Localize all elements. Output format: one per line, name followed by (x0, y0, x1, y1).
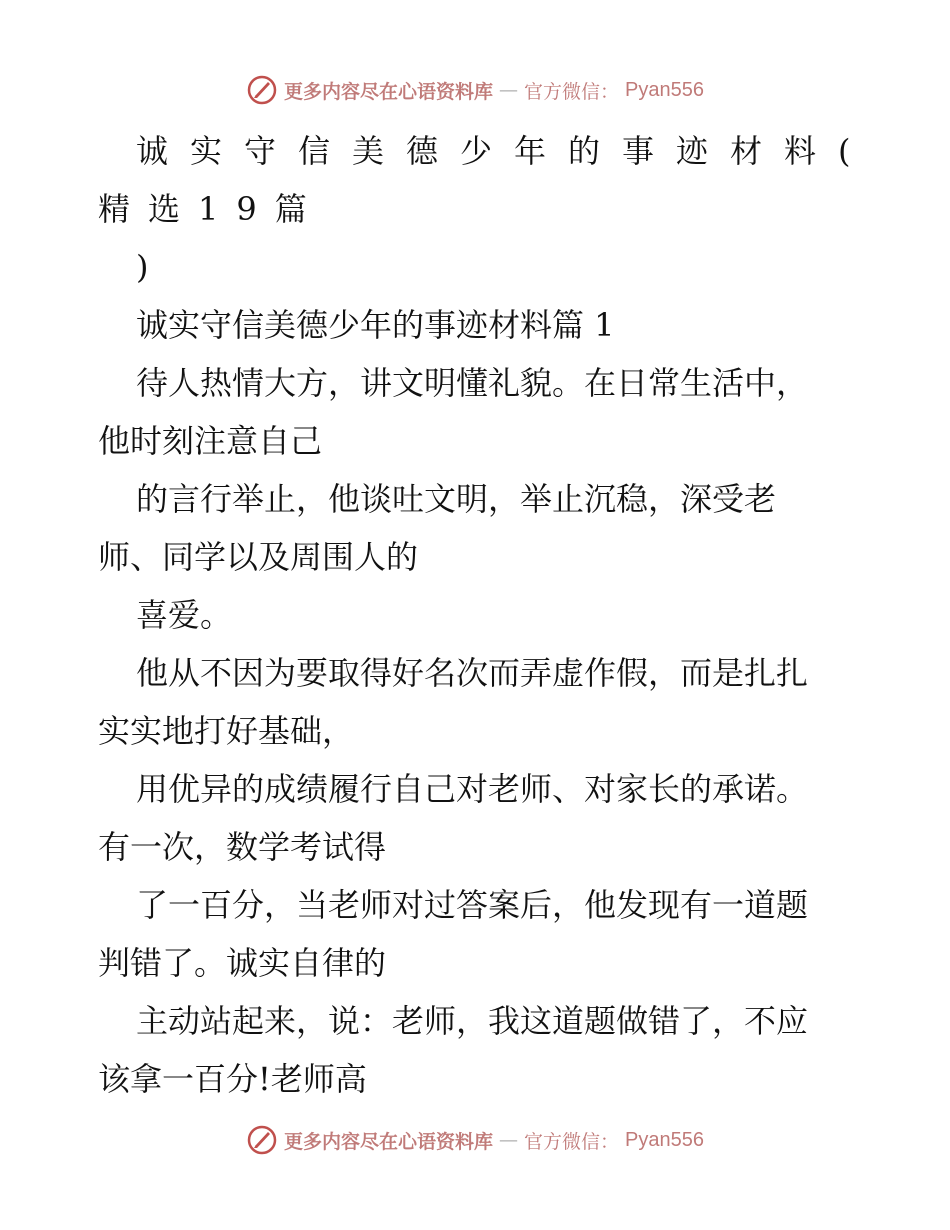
body-line: 实实地打好基础， (98, 712, 355, 750)
section-heading: 诚实守信美德少年的事迹材料篇 1 (136, 306, 615, 344)
body-line: 该拿一百分!老师高 (98, 1060, 367, 1098)
footer-banner (0, 1120, 950, 1160)
header-banner (0, 70, 950, 110)
body-line: 他从不因为要取得好名次而弄虚作假，而是扎扎 (136, 654, 809, 692)
banner-dash: — (499, 79, 519, 101)
body-line: 主动站起来，说：老师，我这道题做错了，不应 (136, 1002, 809, 1040)
body-line: 了一百分，当老师对过答案后，他发现有一道题 (136, 886, 809, 924)
body-line: 喜爱。 (136, 596, 233, 634)
banner-dash: — (499, 1129, 519, 1151)
wechat-label: 官方微信： (524, 1130, 620, 1153)
wechat-id: Pyan556 (625, 78, 704, 101)
body-line: 他时刻注意自己 (98, 422, 323, 460)
body-line: 有一次，数学考试得 (98, 828, 387, 866)
quill-pen-logo-icon (246, 74, 278, 106)
quill-pen-logo-icon (246, 1124, 278, 1156)
banner-title: 更多内容尽在心语资料库 (284, 1130, 494, 1153)
body-line: 判错了。诚实自律的 (98, 944, 387, 982)
doc-title-line-1: 诚实守信美德少年的事迹材料( (136, 132, 873, 170)
document-body (98, 122, 873, 1108)
wechat-id: Pyan556 (625, 1128, 704, 1151)
body-line: 师、同学以及周围人的 (98, 538, 419, 576)
wechat-label: 官方微信： (524, 80, 620, 103)
banner-title: 更多内容尽在心语资料库 (284, 80, 494, 103)
body-line: 的言行举止，他谈吐文明，举止沉稳，深受老 (136, 480, 777, 518)
body-line: 用优异的成绩履行自己对老师、对家长的承诺。 (136, 770, 809, 808)
body-line: 待人热情大方，讲文明懂礼貌。在日常生活中， (136, 364, 809, 402)
doc-title-line-2: 精选19篇 (98, 190, 325, 228)
doc-title-line-3: ) (136, 248, 149, 286)
